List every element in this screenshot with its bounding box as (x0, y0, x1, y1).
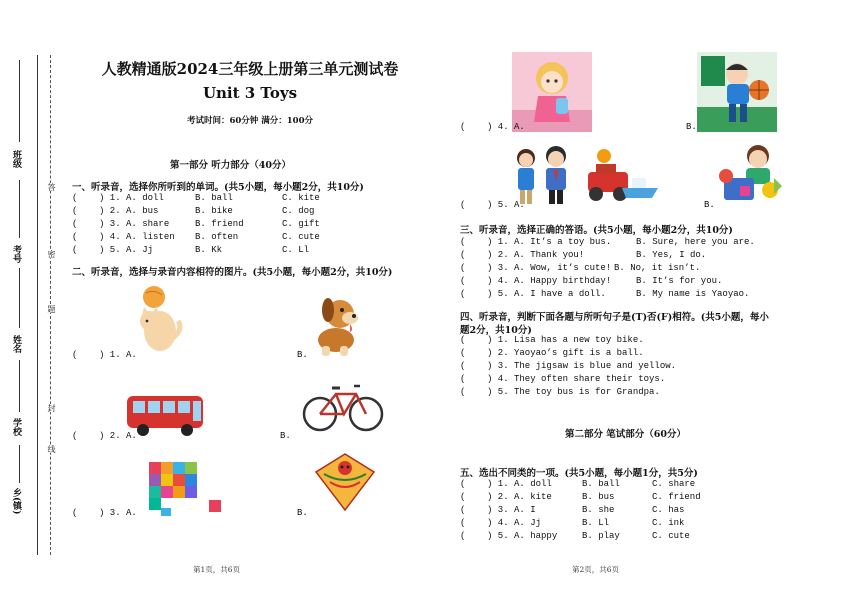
class-label: 班级 (11, 150, 21, 168)
q3-option-b[interactable]: B. My name is Yaoyao. (636, 289, 750, 299)
boy-basketball-icon (697, 52, 777, 132)
q2-option-a[interactable]: ( ) 5. A. (460, 200, 525, 210)
q1-option-a[interactable]: ( ) 2. A. bus (72, 206, 159, 216)
q5-option-c[interactable]: C. has (652, 505, 685, 515)
q5-title: 五、选出不同类的一项。(共5小题，每小题1分，共5分) (460, 468, 698, 479)
q1-option-a[interactable]: ( ) 3. A. share (72, 219, 170, 229)
bicycle-icon (302, 380, 384, 434)
q2-option-b[interactable]: B. (280, 431, 291, 441)
q3-title: 三、听录音，选择正确的答语。(共5小题，每小题2分，共10分) (460, 225, 733, 236)
class-field[interactable] (19, 60, 21, 142)
q5-option-a[interactable]: ( ) 5. A. happy (460, 531, 558, 541)
q1-option-a[interactable]: ( ) 5. A. Jj (72, 245, 154, 255)
q5-option-c[interactable]: C. share (652, 479, 696, 489)
q5-option-c[interactable]: C. friend (652, 492, 701, 502)
q5-option-a[interactable]: ( ) 2. A. kite (460, 492, 552, 502)
part2-title: 第二部分 笔试部分（60分） (565, 429, 687, 440)
q3-option-a[interactable]: ( ) 1. A. It’s a toy bus. (460, 237, 612, 247)
seal-char-5: 线 (47, 445, 56, 453)
q4-statement[interactable]: ( ) 5. The toy bus is for Grandpa. (460, 387, 660, 397)
q1-option-b[interactable]: B. bike (195, 206, 233, 216)
q5-option-b[interactable]: B. Ll (582, 518, 610, 528)
q5-option-b[interactable]: B. ball (582, 479, 620, 489)
q2-option-a[interactable]: ( ) 2. A. (72, 431, 137, 441)
q1-option-a[interactable]: ( ) 4. A. listen (72, 232, 175, 242)
q1-title: 一、听录音，选择你所听到的单词。(共5小题，每小题2分，共10分) (72, 182, 364, 193)
puzzle-icon (147, 460, 227, 518)
q2-option-a[interactable]: ( ) 1. A. (72, 350, 137, 360)
q1-option-b[interactable]: B. Kk (195, 245, 223, 255)
bus-icon (125, 390, 205, 438)
town-field[interactable] (19, 445, 21, 483)
q3-option-b[interactable]: B. No, it isn’t. (614, 263, 701, 273)
seal-char-2: 密 (47, 250, 56, 258)
puppy-icon (306, 290, 362, 358)
q1-option-c[interactable]: C. gift (282, 219, 320, 229)
q2-option-b[interactable]: B. (297, 508, 308, 518)
kite-icon (312, 450, 378, 512)
children-icon (512, 144, 660, 208)
q4-statement[interactable]: ( ) 3. The jigsaw is blue and yellow. (460, 361, 677, 371)
name-field[interactable] (19, 268, 21, 328)
q4-statement[interactable]: ( ) 1. Lisa has a new toy bike. (460, 335, 644, 345)
q1-option-b[interactable]: B. friend (195, 219, 244, 229)
page-footer-left: 第1页，共6页 (193, 565, 241, 574)
q1-option-b[interactable]: B. often (195, 232, 239, 242)
q5-option-a[interactable]: ( ) 1. A. doll (460, 479, 552, 489)
q1-option-c[interactable]: C. kite (282, 193, 320, 203)
q2-option-a[interactable]: ( ) 3. A. (72, 508, 137, 518)
q1-option-a[interactable]: ( ) 1. A. doll (72, 193, 164, 203)
school-field[interactable] (19, 360, 21, 412)
exam-no-label: 考号 (11, 245, 21, 263)
q2-option-b[interactable]: B. (297, 350, 308, 360)
q3-option-b[interactable]: B. Sure, here you are. (636, 237, 755, 247)
q4-statement[interactable]: ( ) 4. They often share their toys. (460, 374, 666, 384)
town-label: 乡(镇) (11, 488, 21, 515)
name-label: 姓名 (11, 335, 21, 353)
unit-title: Unit 3 Toys (202, 84, 298, 102)
exam-no-field[interactable] (19, 180, 21, 238)
q2-option-a[interactable]: ( ) 4. A. (460, 122, 525, 132)
q3-option-a[interactable]: ( ) 2. A. Thank you! (460, 250, 585, 260)
q3-option-a[interactable]: ( ) 4. A. Happy birthday! (460, 276, 612, 286)
q5-option-c[interactable]: C. ink (652, 518, 685, 528)
q2-option-b[interactable]: B. (704, 200, 715, 210)
q3-option-a[interactable]: ( ) 5. A. I have a doll. (460, 289, 606, 299)
q1-option-c[interactable]: C. dog (282, 206, 315, 216)
page-title: 人教精通版2024三年级上册第三单元测试卷 (101, 60, 399, 78)
q2-option-b[interactable]: B. (686, 122, 697, 132)
q4-title-line1: 四、听录音，判断下面各题与所听句子是(T)否(F)相符。(共5小题，每小 (460, 312, 769, 323)
q3-option-b[interactable]: B. Yes, I do. (636, 250, 707, 260)
q5-option-a[interactable]: ( ) 3. A. I (460, 505, 536, 515)
seal-char-1: 答 (47, 183, 56, 191)
part1-title: 第一部分 听力部分（40分） (170, 160, 292, 171)
q2-title: 二、听录音，选择与录音内容相符的图片。(共5小题，每小题2分，共10分) (72, 267, 393, 278)
page-footer-right: 第2页，共6页 (572, 565, 620, 574)
q3-option-b[interactable]: B. It’s for you. (636, 276, 723, 286)
girl-doll-icon (512, 52, 592, 132)
q3-option-a[interactable]: ( ) 3. A. Wow, it’s cute! (460, 263, 612, 273)
cat-ball-icon (128, 283, 188, 355)
q1-option-c[interactable]: C. Ll (282, 245, 310, 255)
school-label: 学校 (11, 418, 21, 436)
exam-info: 考试时间：60分钟 满分：100分 (186, 116, 314, 126)
q4-title-line2: 题2分，共10分) (460, 325, 532, 336)
q1-option-b[interactable]: B. ball (195, 193, 233, 203)
q4-statement[interactable]: ( ) 2. Yaoyao’s gift is a ball. (460, 348, 644, 358)
seal-char-3: 题 (47, 305, 56, 313)
q5-option-c[interactable]: C. cute (652, 531, 690, 541)
seal-char-4: 封 (47, 404, 56, 412)
binding-line (37, 55, 38, 555)
toys-icon (716, 142, 784, 206)
q5-option-b[interactable]: B. bus (582, 492, 615, 502)
q5-option-b[interactable]: B. she (582, 505, 615, 515)
q5-option-a[interactable]: ( ) 4. A. Jj (460, 518, 542, 528)
q5-option-b[interactable]: B. play (582, 531, 620, 541)
q1-option-c[interactable]: C. cute (282, 232, 320, 242)
